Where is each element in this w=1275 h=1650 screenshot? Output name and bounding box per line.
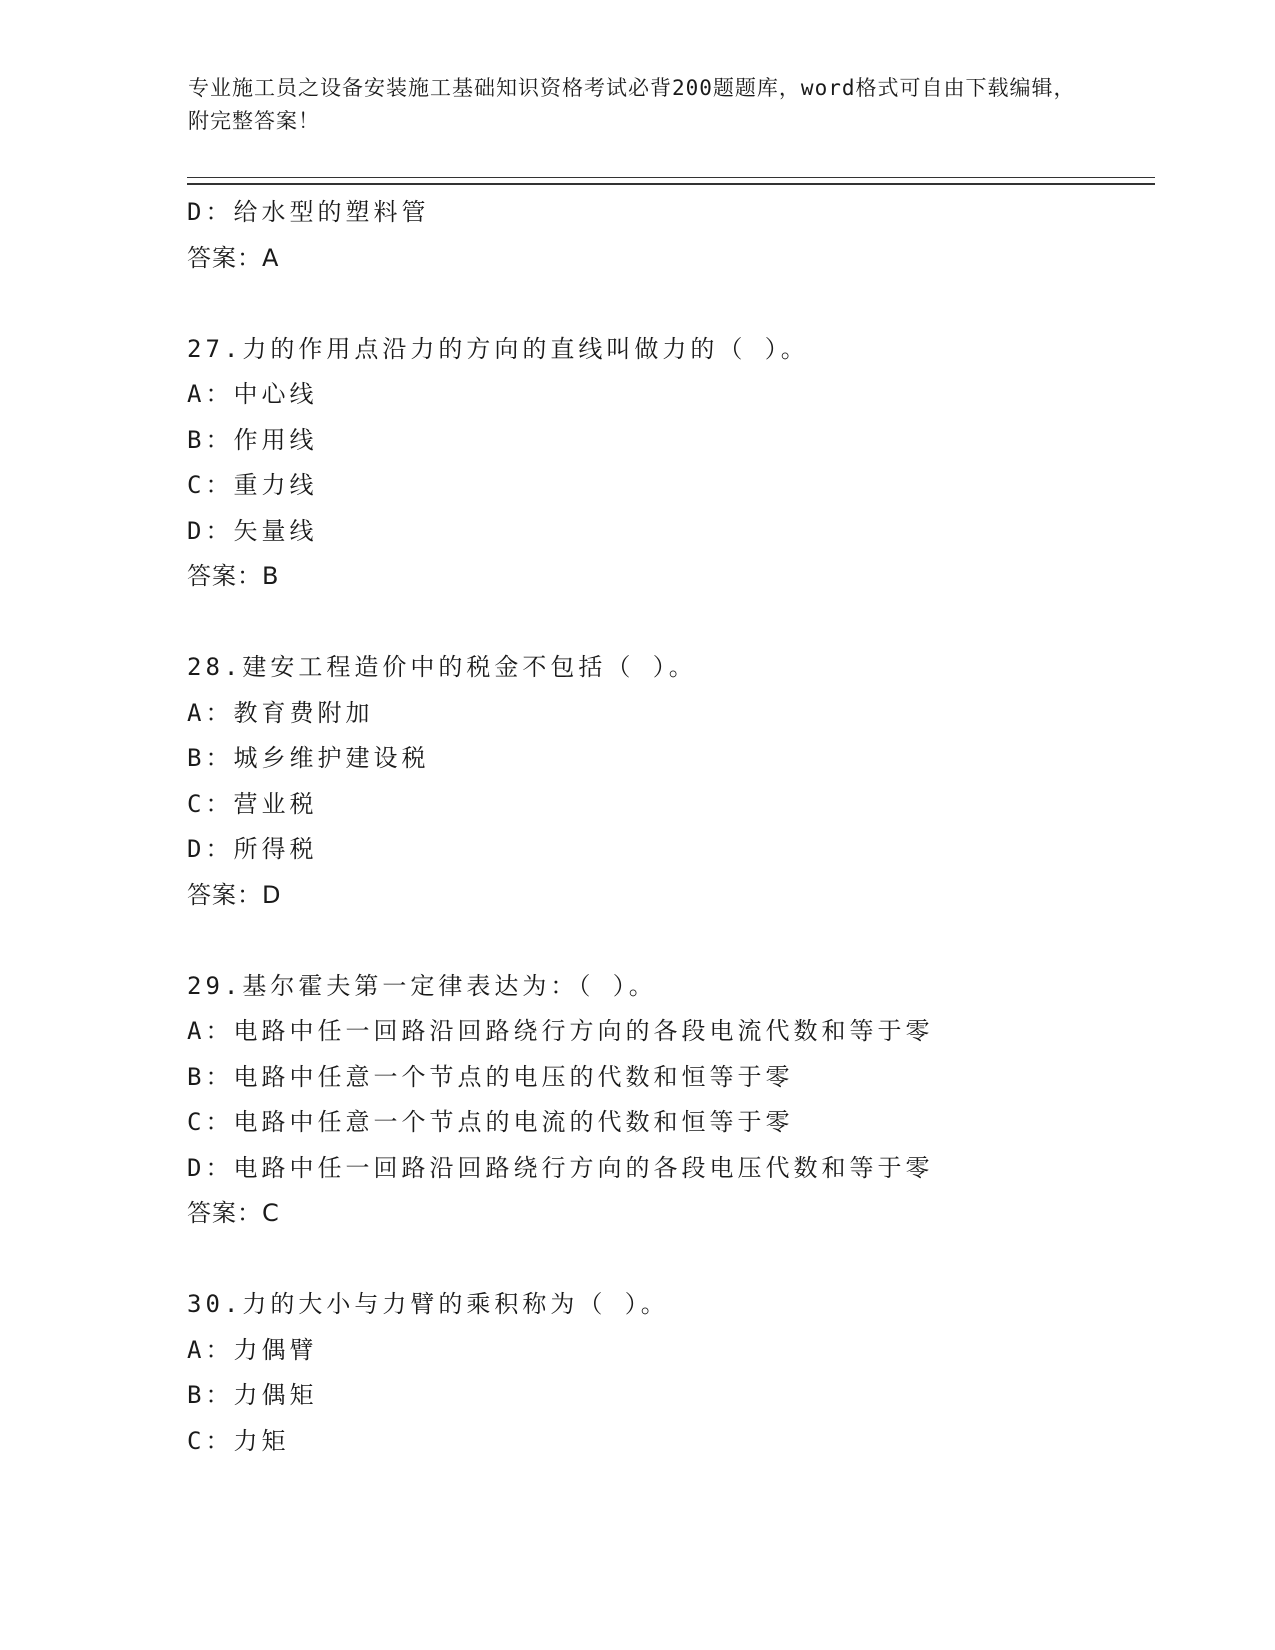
question-30 (187, 1282, 1147, 1464)
question-stem: 27.力的作用点沿力的方向的直线叫做力的（ ）。 (187, 334, 809, 363)
spacer (187, 281, 1147, 327)
answer: 答案：C (187, 1199, 280, 1227)
option-b: B：城乡维护建设税 (187, 744, 430, 772)
option-c: C：重力线 (187, 471, 318, 499)
header-divider (187, 177, 1155, 185)
option-a: A：教育费附加 (187, 698, 374, 727)
spacer (187, 918, 1147, 964)
question-stem: 29.基尔霍夫第一定律表达为：（ ）。 (187, 971, 657, 1000)
document-body (187, 190, 1147, 1464)
option-d: D：矢量线 (187, 516, 318, 545)
option-c: C：力矩 (187, 1426, 290, 1455)
question-28 (187, 645, 1147, 918)
option-b: B：力偶矩 (187, 1381, 318, 1409)
option-d: D：电路中任一回路沿回路绕行方向的各段电压代数和等于零 (187, 1153, 934, 1182)
answer: 答案：D (187, 880, 282, 909)
carry-over-answer: 答案：A (187, 243, 280, 272)
question-29 (187, 964, 1147, 1237)
option-d: D：所得税 (187, 835, 318, 863)
document-header: 专业施工员之设备安装施工基础知识资格考试必背200题题库，word格式可自由下载编辑，附完整答案！ (188, 76, 1076, 133)
option-a: A：电路中任一回路沿回路绕行方向的各段电流代数和等于零 (187, 1017, 934, 1045)
carry-over-option-d: D：给水型的塑料管 (187, 198, 430, 226)
option-c: C：电路中任意一个节点的电流的代数和恒等于零 (187, 1108, 794, 1136)
option-b: B：作用线 (187, 425, 318, 454)
question-stem: 30.力的大小与力臂的乘积称为（ ）。 (187, 1290, 669, 1318)
option-a: A：中心线 (187, 380, 318, 408)
answer: 答案：B (187, 562, 280, 590)
spacer (187, 1237, 1147, 1283)
option-a: A：力偶臂 (187, 1335, 318, 1364)
question-27 (187, 327, 1147, 600)
spacer (187, 600, 1147, 646)
question-stem: 28.建安工程造价中的税金不包括（ ）。 (187, 653, 697, 681)
option-c: C：营业税 (187, 789, 318, 818)
option-b: B：电路中任意一个节点的电压的代数和恒等于零 (187, 1062, 794, 1091)
